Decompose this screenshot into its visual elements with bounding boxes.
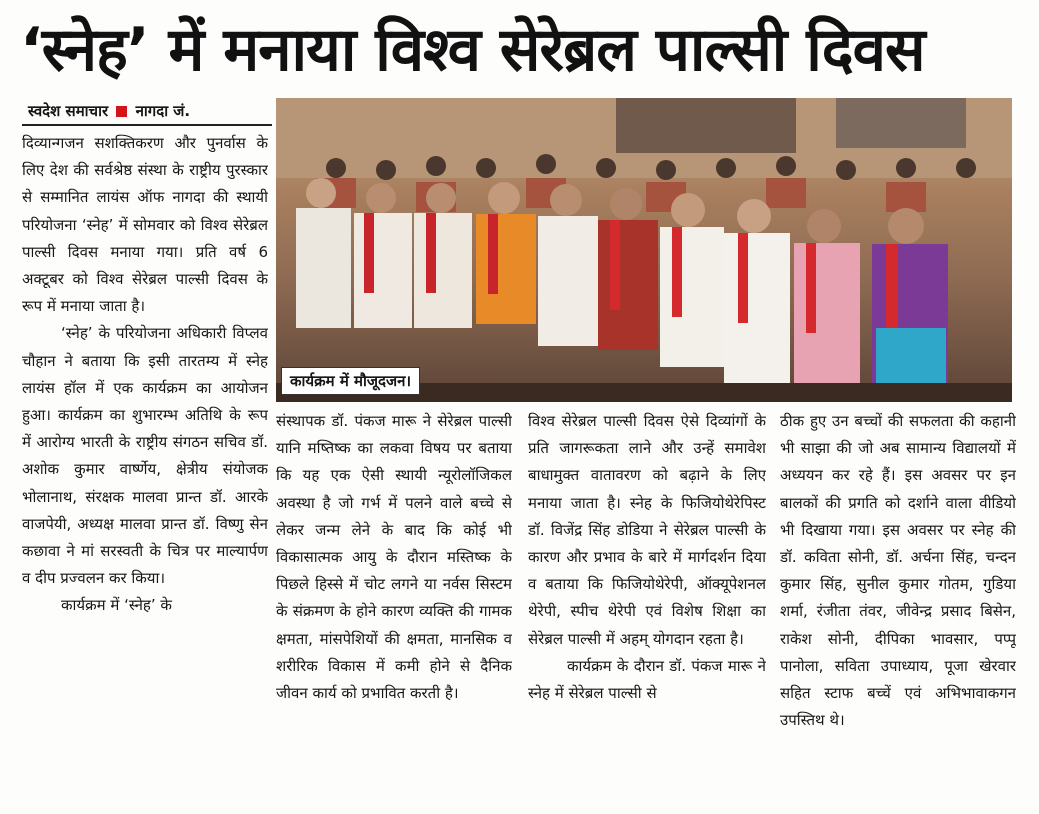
- paragraph: कार्यक्रम के दौरान डॉ. पंकज मारू ने स्नेह में सेरेब्रल पाल्सी से: [528, 656, 766, 703]
- paragraph: विश्व सेरेब्रल पाल्सी दिवस ऐसे दिव्यांगों के प्रति जागरूकता लाने और उन्हें समावेश बाधामुक्त वातावरण को बढ़ाने के लिए मनाया जाता है। स्नेह के फिजियोथेरेपिस्ट डॉ. विजेंद्र सिंह डोडिया ने सेरेब्रल पाल्सी के कारण और प्रभाव के बारे में मार्गदर्शन दिया व बताया कि फिजियोथेरेपी, ऑक्यूपेशनल थेरेपी, स्पीच थेरेपी एवं विशेष शिक्षा का सेरेब्रल पाल्सी में अहम् योगदान रहता है।: [528, 412, 766, 648]
- paragraph: दिव्यान्गजन सशक्तिकरण और पुनर्वास के लिए देश की सर्वश्रेष्ठ संस्था के राष्ट्रीय पुरस्कार से सम्मानित लायंस ऑफ नागदा की स्थायी परियोजना ‘स्नेह’ में सोमवार को विश्व सेरेब्रल पाल्सी दिवस मनाया गया। प्रति वर्ष 6 अक्टूबर को विश्व सेरेब्रल पाल्सी दिवस के रूप में मनाया जाता है।: [22, 134, 268, 316]
- red-square-icon: [116, 106, 127, 117]
- paragraph: कार्यक्रम में ‘स्नेह’ के: [61, 596, 172, 615]
- column-1: [22, 130, 268, 808]
- column-2: [276, 408, 512, 808]
- paragraph: ‘स्नेह’ के परियोजना अधिकारी विप्लव चौहान ने बताया कि इसी तारतम्य में स्नेह लायंस हॉल में एक कार्यक्रम का आयोजन हुआ। कार्यक्रम का शुभारम्भ अतिथि के रूप में आरोग्य भारती के राष्ट्रीय संगठन सचिव डॉ. अशोक कुमार वार्ष्णेय, क्षेत्रीय संयोजक भोलानाथ, संरक्षक मालवा प्रान्त डॉ. आरके वाजपेयी, अध्यक्ष मालवा प्रान्त डॉ. विष्णु सेन कछावा ने मां सरस्वती के चित्र पर माल्यार्पण व दीप प्रज्वलन कर किया।: [22, 324, 268, 588]
- dateline: [28, 100, 190, 122]
- audience-photo-illustration: [276, 98, 1012, 402]
- column-3: [528, 408, 766, 808]
- headline: ‘स्नेह’ में मनाया विश्व सेरेब्रल पाल्सी दिवस: [20, 15, 925, 85]
- dateline-place: नागदा जं.: [135, 102, 191, 120]
- column-4: [780, 408, 1016, 808]
- dateline-rule: [22, 124, 272, 126]
- paragraph: ठीक हुए उन बच्चों की सफलता की कहानी भी साझा की जो अब सामान्य विद्यालयों में अध्ययन कर रहे हैं। इस अवसर पर इन बालकों की प्रगति को दर्शाने वाला वीडियो भी दिखाया गया। इस अवसर पर स्नेह की डॉ. कविता सोनी, डॉ. अर्चना सिंह, चन्दन कुमार सिंह, सुनील कुमार गोतम, गुडिया शर्मा, रंजीता तंवर, जीवेन्द्र प्रसाद बिसेन, राकेश सोनी, दीपिका भावसार, पप्पू पानोला, सविता उपाध्याय, पूजा खेरवार सहित स्टाफ बच्चें एवं अभिभावाकगन उपस्तिथ थे।: [780, 412, 1016, 730]
- event-photo: [276, 98, 1012, 402]
- dateline-source: स्वदेश समाचार: [28, 102, 109, 120]
- paragraph: संस्थापक डॉ. पंकज मारू ने सेरेब्रल पाल्सी यानि मष्तिष्क का लकवा विषय पर बताया कि यह एक ऐसी स्थायी न्यूरोलॉजिकल अवस्था है जो गर्भ में पलने वाले बच्चे से लेकर जन्म लेने के बाद कि कोई भी विकासात्मक आयु के दौरान मस्तिष्क के पिछले हिस्से में चोट लगने या नर्वस सिस्टम के संक्रमण के होने कारण व्यक्ति की गामक क्षमता, मांसपेशियों की क्षमता, मानसिक व शरीरिक विकास में कमी होने से दैनिक जीवन कार्य को प्रभावित करती है।: [276, 412, 512, 703]
- photo-caption: कार्यक्रम में मौजूदजन।: [281, 367, 420, 395]
